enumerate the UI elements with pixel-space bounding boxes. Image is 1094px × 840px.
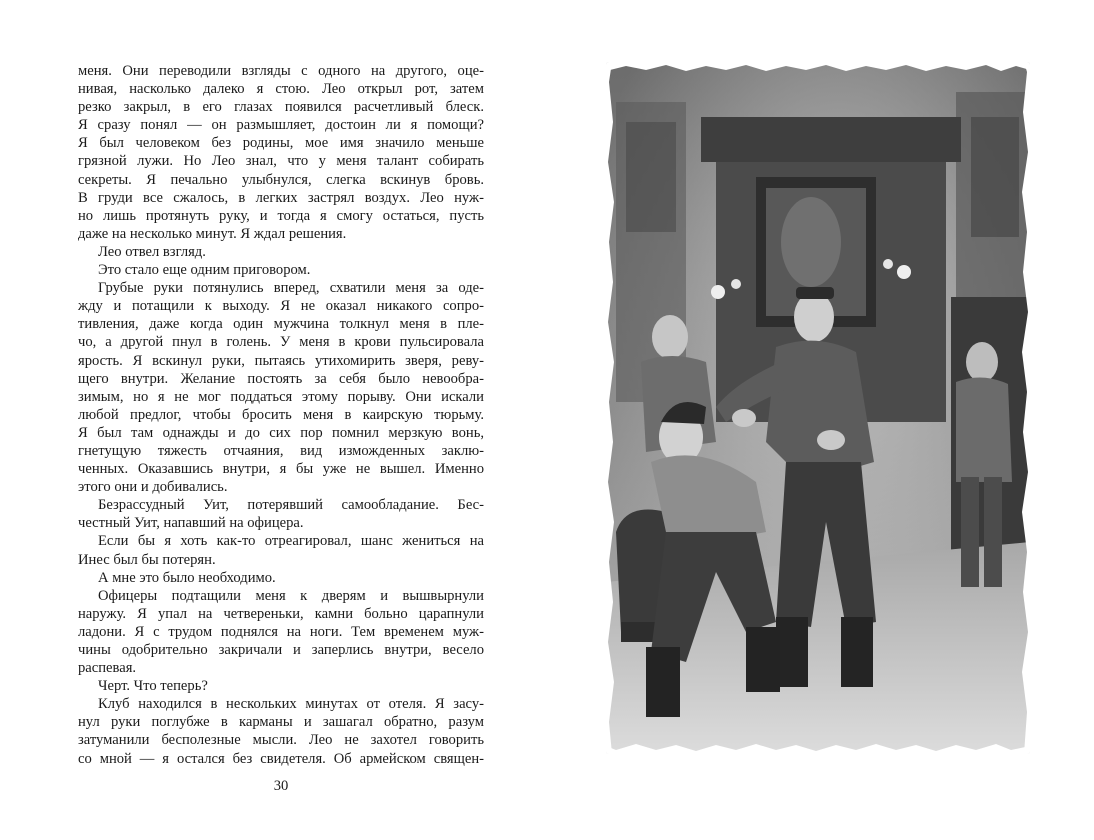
text-line: щего внутри. Желание постоять за себя было невообра-	[78, 370, 484, 387]
text-line: Я сразу понял — он размышляет, достоин ли я помощи?	[78, 117, 484, 134]
text-line: Если бы я хоть как-то отреагировал, шанс жениться на	[98, 533, 484, 550]
text-line: ченных. Оказавшись внутри, я бы уже не вышел. Именно	[78, 461, 484, 478]
text-line: ярость. Я вскинул руки, пытаясь утихомирить зверя, реву-	[78, 352, 484, 369]
text-line: Инес был бы потерян.	[78, 551, 216, 568]
text-line: Это стало еще одним приговором.	[98, 262, 311, 279]
text-line: наружу. Я упал на четвереньки, камни больно царапнули	[78, 605, 484, 622]
text-page	[78, 62, 484, 768]
text-line: затуманили бесполезные мысли. Лео не захотел говорить	[78, 732, 484, 749]
text-line: чины одобрительно закричали и заперлись внутри, весело	[78, 642, 484, 658]
text-line: тивления, даже когда один мужчина толкнул меня в пле-	[78, 316, 484, 333]
text-line: Грубые руки потянулись вперед, схватили меня за оде-	[98, 280, 484, 297]
text-line: жду и потащили к выходу. Я не оказал никакого сопро-	[78, 298, 484, 315]
illustration-drawing	[606, 62, 1030, 754]
text-line: Безрассудный Уит, потерявший самообладание. Бес-	[98, 497, 484, 514]
text-line: зимым, но я не мог поддаться этому порыву. Они искали	[78, 388, 484, 405]
text-line: любой предлог, чтобы бросить меня в каирскую тюрьму.	[78, 406, 484, 423]
text-line: Черт. Что теперь?	[98, 678, 208, 695]
page-number: 30	[273, 778, 289, 794]
text-line: со мной — я остался без свидетеля. Об армейском священ-	[78, 750, 484, 767]
text-line: этого они и добивались.	[78, 479, 228, 496]
text-line: честный Уит, напавший на офицера.	[78, 515, 304, 532]
text-line: грязной лужи. Но Лео знал, что у меня талант собирать	[78, 153, 484, 170]
text-line: ладони. Я с трудом поднялся на ноги. Тем временем муж-	[78, 623, 484, 640]
text-line: но лишь протянуть руку, и тогда я смогу остаться, пусть	[78, 207, 484, 224]
text-line: даже на несколько минут. Я ждал решения.	[78, 225, 347, 242]
text-line: Офицеры подтащили меня к дверям и вышвырнули	[98, 587, 484, 604]
text-line: нивая, насколько далеко я стою. Лео открыл рот, затем	[78, 81, 484, 98]
text-line: Лео отвел взгляд.	[98, 243, 206, 260]
text-line: меня. Они переводили взгляды с одного на другого, оце-	[78, 63, 484, 79]
text-line: Клуб находился в нескольких минутах от отеля. Я засу-	[98, 696, 484, 713]
text-line: распевая.	[78, 660, 137, 677]
illustration	[606, 62, 1030, 754]
text-line: В груди все сжалось, в легких застрял воздух. Лео нуж-	[78, 189, 484, 206]
text-line: секреты. Я печально улыбнулся, слегка вскинув бровь.	[78, 171, 484, 188]
text-line: гнетущую тяжесть отчаяния, вид изможденных заклю-	[78, 442, 484, 459]
text-line: Я был там однажды и до сих пор помнил мерзкую вонь,	[78, 424, 484, 441]
text-line: чо, а другой пнул в голень. У меня в крови пульсировала	[78, 334, 484, 351]
text-line: резко закрыл, в его глазах появился расчетливый блеск.	[78, 99, 484, 116]
text-line: нул руки поглубже в карманы и зашагал обратно, разум	[78, 714, 484, 731]
text-line: А мне это было необходимо.	[98, 569, 276, 586]
text-line: Я был человеком без родины, мое имя значило меньше	[78, 135, 484, 152]
